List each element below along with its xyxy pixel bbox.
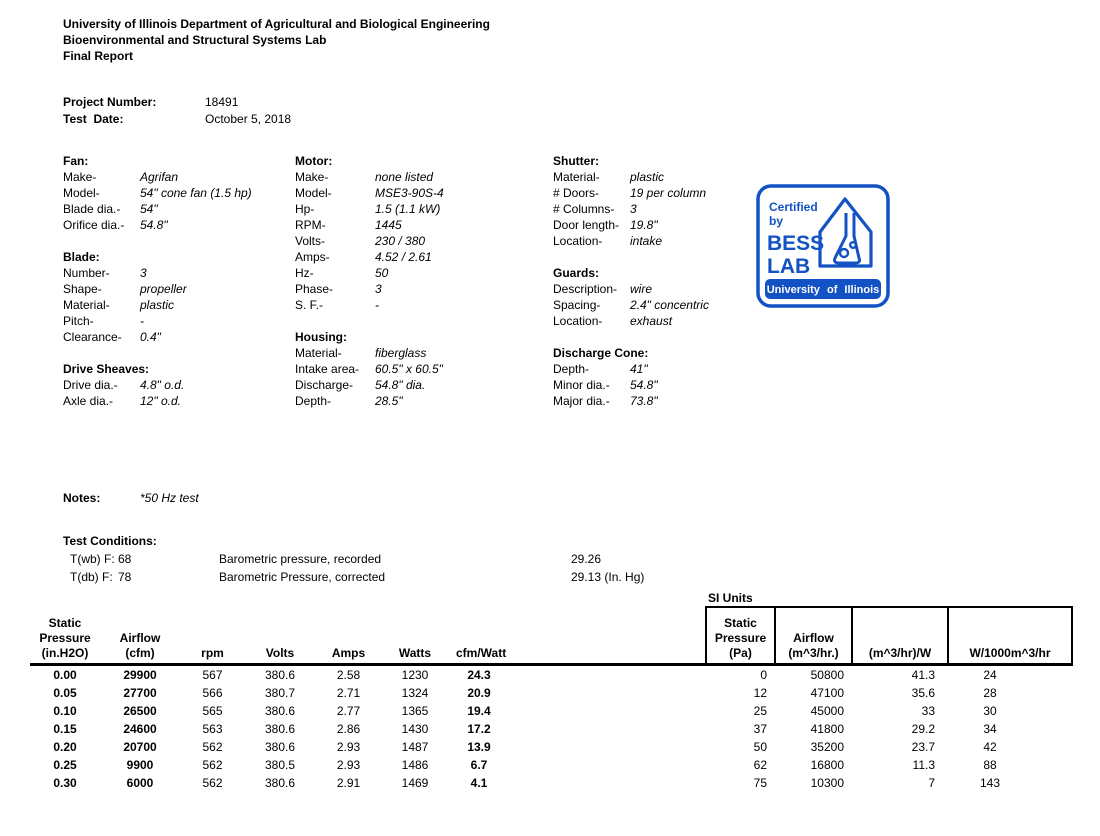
test-date-value: October 5, 2018 xyxy=(205,112,292,126)
spec-value: 73.8" xyxy=(630,394,658,408)
header-line: (in.H2O) xyxy=(41,645,89,660)
cell-watts: 1469 xyxy=(401,775,429,790)
cell-rpm: 563 xyxy=(202,721,223,736)
cell-cfm-per-watt: 20.9 xyxy=(467,685,491,700)
spec-label: Material- xyxy=(295,346,342,360)
spec-row xyxy=(63,377,298,393)
col-header-static-pressure-pa xyxy=(706,607,775,664)
cell-volts: 380.6 xyxy=(264,775,296,790)
cell-static-pressure-pa: 0 xyxy=(760,667,767,682)
table-row xyxy=(30,774,1072,792)
cell-volts: 380.6 xyxy=(264,667,296,682)
header-line: Airflow xyxy=(119,630,161,645)
logo-by-text: by xyxy=(769,214,784,228)
spec-value: - xyxy=(140,314,144,328)
si-units-label: SI Units xyxy=(708,591,753,605)
twb-value: 68 xyxy=(118,552,132,566)
header-line: cfm/Watt xyxy=(456,645,507,660)
spec-row xyxy=(553,393,763,409)
cell-m3hr-per-watt: 11.3 xyxy=(912,757,935,772)
cell-static-pressure-pa: 75 xyxy=(753,775,767,790)
report-header xyxy=(63,16,490,64)
header-line: (m^3/hr.) xyxy=(788,645,839,660)
spec-row xyxy=(553,361,763,377)
bess-lab-logo-graphic xyxy=(756,184,890,308)
notes-value: *50 Hz test xyxy=(140,491,199,505)
spec-value: 54.8" xyxy=(140,218,168,232)
cell-static-pressure-pa: 25 xyxy=(753,703,767,718)
tdb-value: 78 xyxy=(118,570,132,584)
spec-label: Clearance- xyxy=(63,330,122,344)
table-row xyxy=(30,738,1072,756)
cell-watt-per-1000m3hr: 42 xyxy=(983,739,997,754)
housing-section xyxy=(295,329,553,409)
spec-value: 2.4" concentric xyxy=(630,298,709,312)
cell-amps: 2.93 xyxy=(336,757,361,772)
cell-watts: 1365 xyxy=(401,703,429,718)
col-header-watt-per-1000m3hr xyxy=(948,607,1072,664)
guards-section xyxy=(553,265,763,329)
logo-university-text: University of Illinois xyxy=(766,284,880,296)
table-body xyxy=(30,664,1072,792)
spec-label: Volts- xyxy=(295,234,326,248)
cell-static-pressure-inh2o: 0.25 xyxy=(53,757,77,772)
spec-label: Material- xyxy=(553,170,600,184)
spec-row xyxy=(295,217,553,233)
discharge-cone-section xyxy=(553,345,763,409)
spec-column-motor xyxy=(295,153,553,409)
spec-value: 3 xyxy=(375,282,382,296)
cell-cfm-per-watt: 19.4 xyxy=(467,703,491,718)
spec-value: 41" xyxy=(630,362,648,376)
test-date-row xyxy=(63,111,291,128)
spec-value: 28.5" xyxy=(375,394,403,408)
cell-static-pressure-pa: 37 xyxy=(753,721,767,736)
col-header-amps xyxy=(315,607,382,664)
spec-label: Location- xyxy=(553,234,603,248)
header-line-university: University of Illinois Department of Agricultural and Biological Engineering xyxy=(63,17,490,31)
spec-label: Orifice dia.- xyxy=(63,218,125,232)
cell-amps: 2.86 xyxy=(336,721,361,736)
spec-row xyxy=(553,297,763,313)
cell-watts: 1487 xyxy=(401,739,429,754)
header-line: (m^3/hr)/W xyxy=(868,645,932,660)
spec-label: # Doors- xyxy=(553,186,600,200)
spec-label: Hz- xyxy=(295,266,314,280)
spec-value: intake xyxy=(630,234,663,248)
test-conditions xyxy=(63,532,644,586)
test-conditions-title: Test Conditions: xyxy=(63,534,157,548)
section-title: Shutter: xyxy=(553,154,599,168)
spec-row xyxy=(295,361,553,377)
drive-sheaves-section xyxy=(63,361,298,409)
table-row xyxy=(30,684,1072,702)
cell-airflow-m3hr: 47100 xyxy=(810,685,844,700)
spec-row xyxy=(295,281,553,297)
section-title: Guards: xyxy=(553,266,600,280)
section-title: Drive Sheaves: xyxy=(63,362,150,376)
barometric-recorded-label: Barometric pressure, recorded xyxy=(219,552,382,566)
project-number-row xyxy=(63,94,291,111)
spec-value: 54.8" dia. xyxy=(375,378,426,392)
cell-airflow-m3hr: 45000 xyxy=(810,703,844,718)
spec-row xyxy=(295,265,553,281)
spec-value: 1445 xyxy=(375,218,402,232)
col-header-volts xyxy=(245,607,315,664)
header-line-lab: Bioenvironmental and Structural Systems Lab xyxy=(63,33,327,47)
cell-watts: 1430 xyxy=(401,721,429,736)
spec-label: Make- xyxy=(63,170,97,184)
project-number-label: Project Number: xyxy=(63,95,157,109)
spec-row xyxy=(63,297,298,313)
spec-value: 54.8" xyxy=(630,378,658,392)
spec-row xyxy=(553,217,763,233)
spec-value: 12" o.d. xyxy=(140,394,181,408)
cell-airflow-m3hr: 10300 xyxy=(810,775,844,790)
header-line: W/1000m^3/hr xyxy=(969,645,1051,660)
cell-cfm-per-watt: 4.1 xyxy=(470,775,488,790)
section-title: Fan: xyxy=(63,154,89,168)
spec-row xyxy=(63,393,298,409)
logo-lab-text: LAB xyxy=(767,255,811,278)
spec-value: 3 xyxy=(630,202,637,216)
spec-label: Location- xyxy=(553,314,603,328)
spec-value: plastic xyxy=(140,298,175,312)
cell-rpm: 567 xyxy=(202,667,223,682)
cell-m3hr-per-watt: 29.2 xyxy=(911,721,935,736)
cell-static-pressure-inh2o: 0.00 xyxy=(53,667,77,682)
cell-amps: 2.58 xyxy=(336,667,361,682)
spec-value: 3 xyxy=(140,266,147,280)
spec-value: 50 xyxy=(375,266,389,280)
cell-static-pressure-pa: 50 xyxy=(753,739,767,754)
cell-m3hr-per-watt: 33 xyxy=(921,703,935,718)
shutter-section xyxy=(553,153,763,249)
header-line: rpm xyxy=(201,645,224,660)
cell-amps: 2.71 xyxy=(336,685,361,700)
notes-row xyxy=(63,490,199,506)
spec-row xyxy=(63,329,298,345)
spec-label: Pitch- xyxy=(63,314,94,328)
test-condition-row-db xyxy=(63,568,644,586)
col-header-m3hr-per-watt xyxy=(852,607,948,664)
spec-row xyxy=(295,201,553,217)
spec-label: Major dia.- xyxy=(553,394,610,408)
spec-row xyxy=(553,313,763,329)
spec-value: 4.52 / 2.61 xyxy=(375,250,432,264)
barometric-corrected-label: Barometric Pressure, corrected xyxy=(219,570,386,584)
logo-bess-text: BESS xyxy=(767,232,825,255)
cell-volts: 380.6 xyxy=(264,739,296,754)
motor-section xyxy=(295,153,553,313)
cell-volts: 380.6 xyxy=(264,703,296,718)
col-header-cfm-per-watt xyxy=(448,607,706,664)
performance-table xyxy=(30,606,1073,792)
header-line: Watts xyxy=(398,645,432,660)
cell-rpm: 565 xyxy=(202,703,223,718)
spec-row xyxy=(553,233,763,249)
cell-watts: 1324 xyxy=(401,685,429,700)
cell-watt-per-1000m3hr: 34 xyxy=(983,721,997,736)
cell-airflow-cfm: 29900 xyxy=(123,667,157,682)
spec-label: S. F.- xyxy=(295,298,324,312)
cell-amps: 2.93 xyxy=(336,739,361,754)
spec-label: Door length- xyxy=(553,218,620,232)
cell-amps: 2.91 xyxy=(336,775,361,790)
spec-row xyxy=(553,185,763,201)
spec-value: 230 / 380 xyxy=(375,234,426,248)
cell-rpm: 566 xyxy=(202,685,223,700)
spec-row xyxy=(295,377,553,393)
header-line: Static xyxy=(724,615,757,630)
cell-m3hr-per-watt: 7 xyxy=(928,775,935,790)
spec-row xyxy=(553,377,763,393)
col-header-rpm xyxy=(180,607,245,664)
cell-watts: 1230 xyxy=(401,667,429,682)
blade-section xyxy=(63,249,298,345)
spec-label: Phase- xyxy=(295,282,334,296)
header-line: Volts xyxy=(265,645,295,660)
spec-label: Minor dia.- xyxy=(553,378,610,392)
cell-airflow-cfm: 24600 xyxy=(123,721,157,736)
spec-column-fan xyxy=(63,153,298,409)
cell-rpm: 562 xyxy=(202,739,223,754)
spec-value: - xyxy=(375,298,379,312)
col-header-airflow-m3hr xyxy=(775,607,852,664)
spec-value: wire xyxy=(630,282,653,296)
spec-value: exhaust xyxy=(630,314,673,328)
test-condition-row-wb xyxy=(63,550,644,568)
spec-value: 54" cone fan (1.5 hp) xyxy=(140,186,252,200)
cell-cfm-per-watt: 6.7 xyxy=(470,757,488,772)
fan-section xyxy=(63,153,298,233)
spec-value: 19.8" xyxy=(630,218,658,232)
cell-airflow-m3hr: 50800 xyxy=(810,667,844,682)
spec-row xyxy=(63,265,298,281)
cell-volts: 380.7 xyxy=(264,685,296,700)
spec-label: Model- xyxy=(295,186,332,200)
cell-cfm-per-watt: 13.9 xyxy=(467,739,491,754)
cell-static-pressure-inh2o: 0.15 xyxy=(53,721,77,736)
cell-airflow-m3hr: 41800 xyxy=(810,721,844,736)
cell-m3hr-per-watt: 35.6 xyxy=(911,685,935,700)
header-line-report-type: Final Report xyxy=(63,49,134,63)
cell-watt-per-1000m3hr: 143 xyxy=(979,775,1001,790)
spec-label: Hp- xyxy=(295,202,315,216)
spec-label: Number- xyxy=(63,266,110,280)
cell-airflow-cfm: 20700 xyxy=(123,739,157,754)
section-title: Discharge Cone: xyxy=(553,346,649,360)
cell-volts: 380.5 xyxy=(264,757,296,772)
cell-static-pressure-pa: 62 xyxy=(753,757,767,772)
cell-volts: 380.6 xyxy=(264,721,296,736)
spec-row xyxy=(553,201,763,217)
table-header-row xyxy=(30,607,1072,664)
cell-cfm-per-watt: 24.3 xyxy=(467,667,491,682)
spec-value: propeller xyxy=(140,282,187,296)
cell-airflow-cfm: 6000 xyxy=(126,775,154,790)
spec-label: # Columns- xyxy=(553,202,615,216)
spec-value: 0.4" xyxy=(140,330,161,344)
cell-watt-per-1000m3hr: 30 xyxy=(983,703,997,718)
spec-row xyxy=(295,233,553,249)
spec-row xyxy=(295,185,553,201)
header-line: Amps xyxy=(331,645,366,660)
section-title: Housing: xyxy=(295,330,347,344)
spec-label: Description- xyxy=(553,282,618,296)
tdb-label: T(db) F: xyxy=(70,570,113,584)
spec-label: Material- xyxy=(63,298,110,312)
spec-value: none listed xyxy=(375,170,434,184)
spec-value: 54" xyxy=(140,202,158,216)
cell-m3hr-per-watt: 41.3 xyxy=(911,667,935,682)
spec-value: 1.5 (1.1 kW) xyxy=(375,202,441,216)
spec-label: Shape- xyxy=(63,282,102,296)
house-flask-icon xyxy=(820,199,871,266)
spec-column-shutter xyxy=(553,153,763,409)
cell-watt-per-1000m3hr: 28 xyxy=(983,685,997,700)
twb-label: T(wb) F: xyxy=(70,552,115,566)
spec-label: Depth- xyxy=(295,394,332,408)
table-row xyxy=(30,664,1072,684)
spec-row xyxy=(63,313,298,329)
cell-static-pressure-inh2o: 0.20 xyxy=(53,739,77,754)
cell-m3hr-per-watt: 23.7 xyxy=(911,739,935,754)
spec-value: fiberglass xyxy=(375,346,427,360)
spec-row xyxy=(295,169,553,185)
logo-certified-text: Certified xyxy=(769,200,818,214)
spec-label: Intake area- xyxy=(295,362,360,376)
spec-label: Axle dia.- xyxy=(63,394,114,408)
cell-airflow-cfm: 26500 xyxy=(123,703,157,718)
spec-row xyxy=(553,281,763,297)
col-header-static-pressure-inh2o xyxy=(30,607,100,664)
test-date-label: Test Date: xyxy=(63,112,124,126)
cell-airflow-cfm: 9900 xyxy=(126,757,154,772)
cell-static-pressure-inh2o: 0.10 xyxy=(53,703,77,718)
notes-label: Notes: xyxy=(63,491,101,505)
spec-label: Discharge- xyxy=(295,378,354,392)
spec-label: Depth- xyxy=(553,362,590,376)
header-line: Pressure xyxy=(39,630,91,645)
barometric-recorded-value: 29.26 xyxy=(571,552,602,566)
spec-row xyxy=(63,217,298,233)
spec-label: Blade dia.- xyxy=(63,202,121,216)
spec-row xyxy=(63,281,298,297)
project-info xyxy=(63,94,291,128)
barometric-corrected-value: 29.13 (In. Hg) xyxy=(571,570,645,584)
cell-airflow-cfm: 27700 xyxy=(123,685,157,700)
cell-airflow-m3hr: 35200 xyxy=(810,739,844,754)
header-line: Airflow xyxy=(793,630,834,645)
table-row xyxy=(30,720,1072,738)
spec-row xyxy=(295,297,553,313)
cell-static-pressure-pa: 12 xyxy=(753,685,767,700)
cell-airflow-m3hr: 16800 xyxy=(810,757,844,772)
spec-row xyxy=(553,169,763,185)
spec-value: 4.8" o.d. xyxy=(140,378,185,392)
bess-lab-certification-logo xyxy=(756,184,890,308)
section-title: Blade: xyxy=(63,250,100,264)
table-row xyxy=(30,756,1072,774)
spec-value: 60.5" x 60.5" xyxy=(375,362,443,376)
col-header-watts xyxy=(382,607,448,664)
section-title: Motor: xyxy=(295,154,333,168)
project-number-value: 18491 xyxy=(205,95,239,109)
col-header-airflow-cfm xyxy=(100,607,180,664)
cell-cfm-per-watt: 17.2 xyxy=(467,721,491,736)
spec-value: 19 per column xyxy=(630,186,707,200)
spec-label: RPM- xyxy=(295,218,326,232)
cell-watts: 1486 xyxy=(401,757,429,772)
spec-value: plastic xyxy=(630,170,665,184)
spec-label: Spacing- xyxy=(553,298,601,312)
header-line: Static xyxy=(48,615,82,630)
cell-rpm: 562 xyxy=(202,775,223,790)
cell-watt-per-1000m3hr: 24 xyxy=(983,667,997,682)
spec-row xyxy=(295,249,553,265)
table-row xyxy=(30,702,1072,720)
header-line: (Pa) xyxy=(729,645,752,660)
cell-amps: 2.77 xyxy=(336,703,361,718)
spec-row xyxy=(63,201,298,217)
cell-static-pressure-inh2o: 0.05 xyxy=(53,685,77,700)
spec-label: Amps- xyxy=(295,250,330,264)
cell-watt-per-1000m3hr: 88 xyxy=(983,757,997,772)
spec-row xyxy=(63,169,298,185)
header-line: Pressure xyxy=(714,630,767,645)
spec-label: Model- xyxy=(63,186,100,200)
cell-rpm: 562 xyxy=(202,757,223,772)
cell-static-pressure-inh2o: 0.30 xyxy=(53,775,77,790)
spec-row xyxy=(63,185,298,201)
spec-value: MSE3-90S-4 xyxy=(375,186,444,200)
spec-label: Make- xyxy=(295,170,329,184)
spec-row xyxy=(295,345,553,361)
spec-label: Drive dia.- xyxy=(63,378,118,392)
spec-value: Agrifan xyxy=(140,170,179,184)
spec-row xyxy=(295,393,553,409)
header-line: (cfm) xyxy=(125,645,155,660)
